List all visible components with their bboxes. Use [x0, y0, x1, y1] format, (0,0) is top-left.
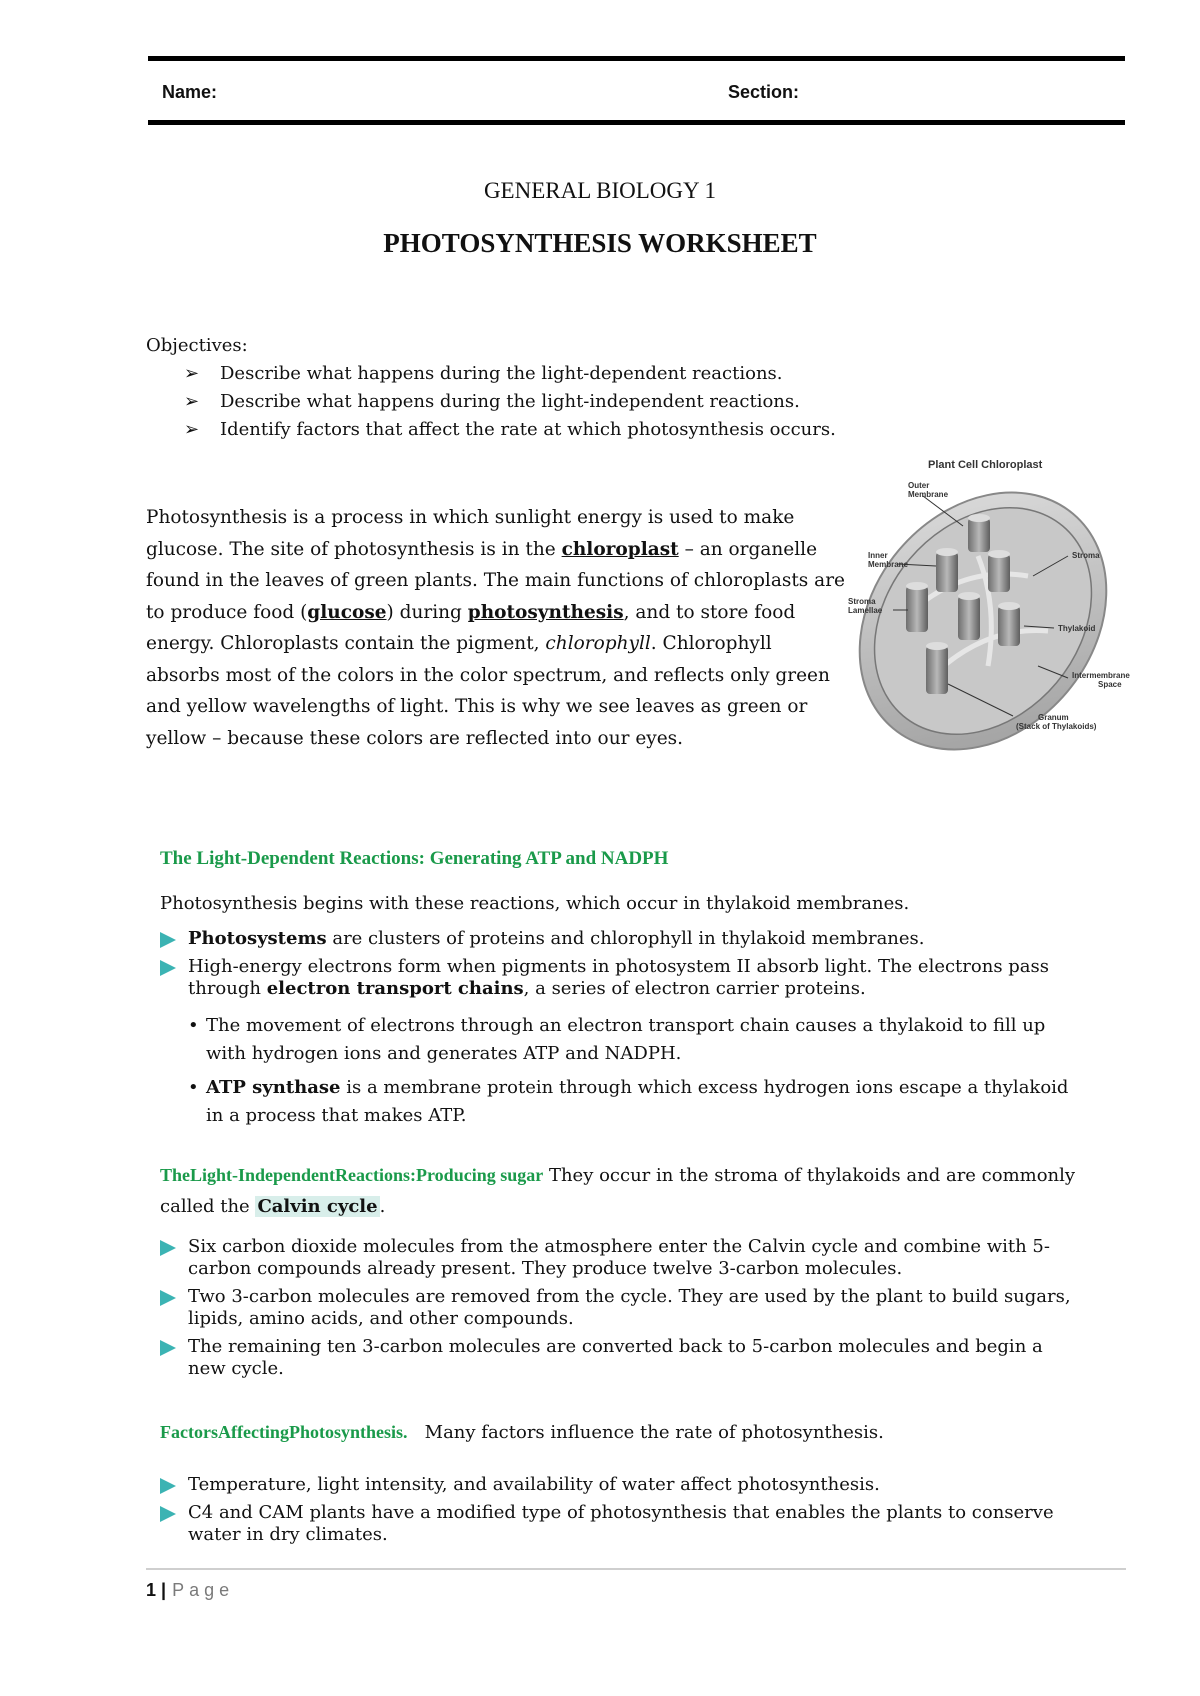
section-label: Section: [728, 82, 800, 102]
objective-item: ➢ Describe what happens during the light-dependent reactions. [184, 360, 836, 388]
sub-point: • ATP synthase is a membrane protein through which excess hydrogen ions escape a thylakoid in a process that makes ATP. [188, 1074, 1088, 1130]
label-thylakoid: Thylakoid [1058, 624, 1096, 633]
objectives [146, 332, 836, 444]
header-bottom-rule [148, 120, 1125, 125]
label-outer-membrane: Outer Membrane [908, 481, 949, 499]
granum-stack [936, 548, 958, 592]
diagram-title: Plant Cell Chloroplast [928, 459, 1043, 471]
objective-item: ➢ Describe what happens during the light-independent reactions. [184, 388, 836, 416]
term-chlorophyll: chlorophyll [545, 633, 651, 654]
label-inner-membrane: Inner Membrane [868, 551, 909, 569]
bullet-item: Photosystems are clusters of proteins and chlorophyll in thylakoid membranes. [160, 928, 1120, 950]
bullet-item: Two 3-carbon molecules are removed from the cycle. They are used by the plant to build sugars, lipids, amino acids, and other compounds. [160, 1286, 1080, 1330]
bullet-item: Temperature, light intensity, and availability of water affect photosynthesis. [160, 1474, 1080, 1496]
light-dependent-bullets [160, 928, 1120, 1006]
footer-rule [146, 1568, 1126, 1570]
objectives-list [146, 360, 836, 444]
label-granum: Granum (Stack of Thylakoids) [1016, 713, 1097, 731]
arrowhead-bullet-icon: ➢ [184, 419, 200, 440]
header-top-rule [148, 56, 1125, 61]
term-glucose: glucose [307, 601, 387, 623]
label-stroma: Stroma [1072, 551, 1100, 560]
factors-heading: FactorsAffectingPhotosynthesis. [160, 1422, 408, 1442]
light-dependent-subpoints [188, 1012, 1088, 1136]
triangle-bullet-icon [160, 1340, 176, 1356]
term-photosynthesis: photosynthesis [467, 601, 624, 623]
intro-paragraph: Photosynthesis is a process in which sunlight energy is used to make glucose. The site of photosynthesis is in the chloroplast – an organelle found in the leaves of green plants. The main functions of chloroplasts are to produce food (glucose) during photosynthesis, and to store food energy. Chloroplasts contain the pigment, chlorophyll. Chlorophyll absorbs most of the colors in the color spectrum, and reflects only green and yellow wavelengths of light. This is why we see leaves as green or yellow – because these colors are reflected into our eyes. [146, 507, 846, 749]
bullet-dot-icon: • [188, 1015, 199, 1036]
granum-stack [988, 550, 1010, 592]
subject-heading: GENERAL BIOLOGY 1 [483, 178, 717, 203]
page-title: PHOTOSYNTHESIS WORKSHEET [383, 228, 817, 258]
granum-stack [906, 582, 928, 632]
granum-stack [968, 514, 990, 552]
bullet-item: C4 and CAM plants have a modified type of photosynthesis that enables the plants to conserve water in dry climates. [160, 1502, 1080, 1546]
sub-point: • The movement of electrons through an electron transport chain causes a thylakoid to fill up with hydrogen ions and generates ATP and NADPH. [188, 1012, 1088, 1068]
granum-stack [926, 642, 948, 694]
name-label: Name: [162, 82, 218, 102]
light-independent-bullets [160, 1236, 1080, 1386]
objective-item: ➢ Identify factors that affect the rate at which photosynthesis occurs. [184, 416, 836, 444]
triangle-bullet-icon [160, 1240, 176, 1256]
triangle-bullet-icon [160, 1478, 176, 1494]
granum-stack [958, 592, 980, 640]
light-dependent-heading: The Light-Dependent Reactions: Generating ATP and NADPH [160, 848, 669, 869]
page-number: 1 [146, 1580, 157, 1600]
granum-stack [998, 602, 1020, 646]
page-footer [146, 1580, 234, 1601]
label-intermembrane-space: Intermembrane Space [1072, 671, 1130, 689]
chloroplast-diagram [848, 456, 1148, 776]
bullet-item: Six carbon dioxide molecules from the atmosphere enter the Calvin cycle and combine with 5-carbon compounds already present. They produce twelve 3-carbon molecules. [160, 1236, 1080, 1280]
label-stroma-lamellae: Stroma Lamellae [848, 597, 883, 615]
light-dependent-intro: Photosynthesis begins with these reactions, which occur in thylakoid membranes. [160, 893, 910, 914]
page-word: Page [172, 1580, 235, 1600]
term-calvin-cycle: Calvin cycle [257, 1196, 378, 1217]
bullet-item: The remaining ten 3-carbon molecules are converted back to 5-carbon molecules and begin a new cycle. [160, 1336, 1080, 1380]
triangle-bullet-icon [160, 1506, 176, 1522]
triangle-bullet-icon [160, 1290, 176, 1306]
bullet-item: High-energy electrons form when pigments in photosystem II absorb light. The electrons pass through electron transport chains, a series of electron carrier proteins. [160, 956, 1120, 1000]
light-independent-intro: TheLight-IndependentReactions:Producing sugar They occur in the stroma of thylakoids and are commonly called the Calvin cycle . [160, 1165, 1076, 1217]
triangle-bullet-icon [160, 960, 176, 976]
objectives-heading: Objectives: [146, 335, 248, 356]
arrowhead-bullet-icon: ➢ [184, 363, 200, 384]
light-independent-heading: TheLight-IndependentReactions:Producing sugar [160, 1165, 544, 1185]
term-chloroplast: chloroplast [561, 538, 679, 560]
factors-intro: FactorsAffectingPhotosynthesis. Many factors influence the rate of photosynthesis. [160, 1422, 884, 1443]
footer-separator: | [161, 1580, 167, 1600]
factors-bullets [160, 1474, 1080, 1552]
arrowhead-bullet-icon: ➢ [184, 391, 200, 412]
bullet-dot-icon: • [188, 1077, 199, 1098]
triangle-bullet-icon [160, 932, 176, 948]
